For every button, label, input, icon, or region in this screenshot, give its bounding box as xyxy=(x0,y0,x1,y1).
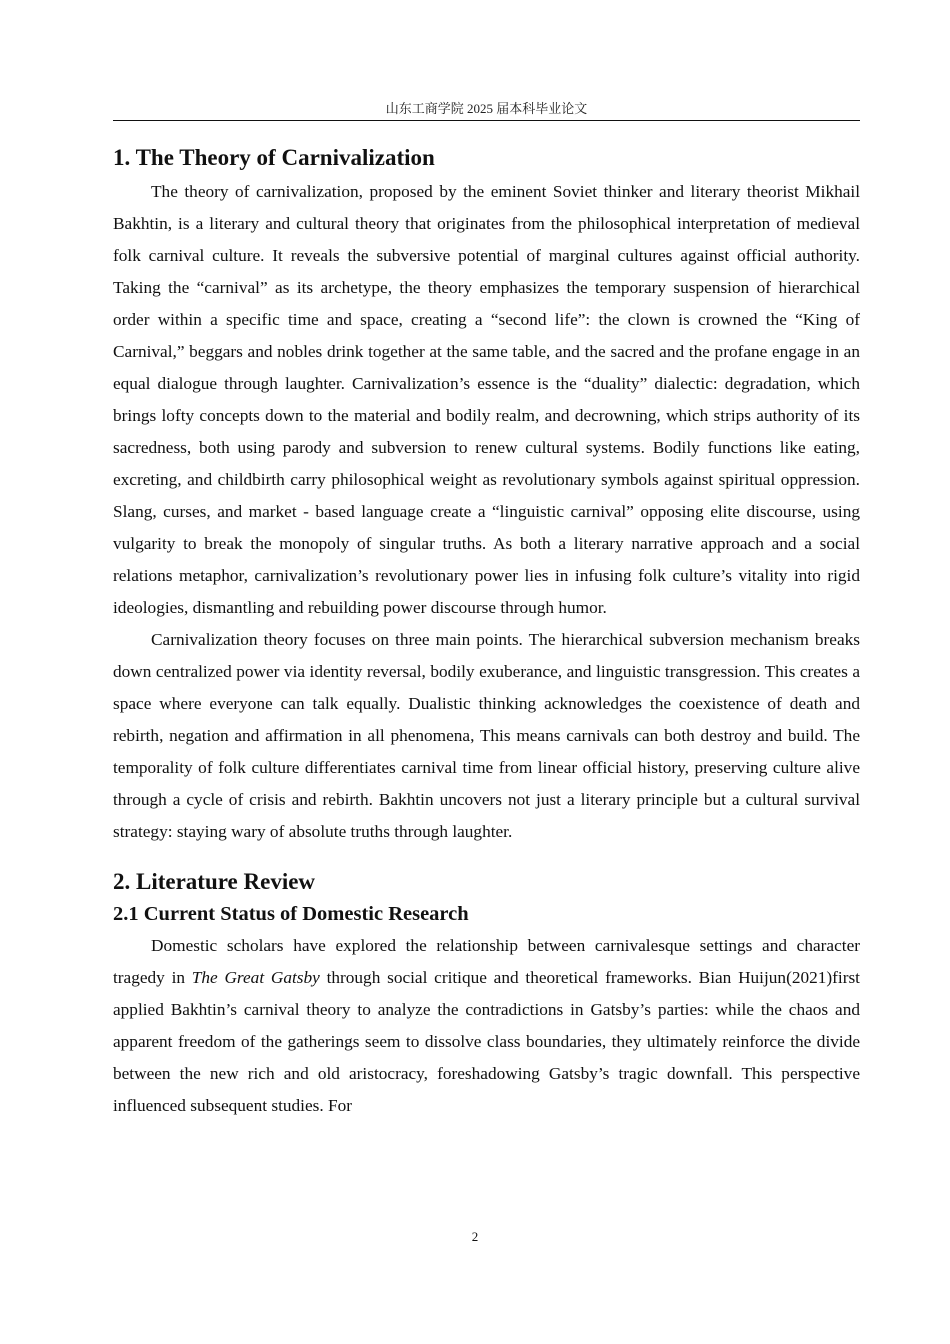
paragraph-domestic-research xyxy=(113,930,860,1122)
page-number: 2 xyxy=(471,1229,479,1244)
paragraph-text-end: through social critique and theoretical frameworks. Bian Huijun(2021)first applied Bakhtin’s carnival theory to analyze the contradictions in Gatsby’s parties: while the chaos and apparent freedom of the gatherings seem to dissolve class boundaries, they ultimately reinforce the divide between the new rich and old aristocracy, foreshadowing Gatsby’s tragic downfall. This perspective influenced subsequent studies. For xyxy=(113,968,860,1115)
section-spacer xyxy=(113,848,860,864)
paragraph-theory-2: Carnivalization theory focuses on three main points. The hierarchical subversion mechanism breaks down centralized power via identity reversal, bodily exuberance, and linguistic transgression. This creates a space where everyone can talk equally. Dualistic thinking acknowledges the coexistence of death and rebirth, negation and affirmation in all phenomena, This means carnivals can both destroy and build. The temporality of folk culture differentiates carnival time from linear official history, preserving culture alive through a cycle of crisis and rebirth. Bakhtin uncovers not just a literary principle but a cultural survival strategy: staying wary of absolute truths through laughter. xyxy=(113,630,860,841)
page-body xyxy=(113,140,860,1122)
section-heading-theory: 1. The Theory of Carnivalization xyxy=(113,145,435,170)
section-heading-literature-review: 2. Literature Review xyxy=(113,869,316,894)
paragraph-text-start: Domestic scholars have explored the relationship between carnivalesque settings and character tragedy in xyxy=(113,936,860,987)
paragraph-theory-1: The theory of carnivalization, proposed by the eminent Soviet thinker and literary theorist Mikhail Bakhtin, is a literary and cultural theory that originates from the philosophical interpretation of medieval folk carnival culture. It reveals the subversive potential of marginal cultures against official authority. Taking the “carnival” as its archetype, the theory emphasizes the temporary suspension of hierarchical order within a specific time and space, creating a “second life”: the clown is crowned the “King of Carnival,” beggars and nobles drink together at the same table, and the sacred and the profane engage in an equal dialogue through laughter. Carnivalization’s essence is the “duality” dialectic: degradation, which brings lofty concepts down to the material and bodily realm, and decrowning, which strips authority of its sacredness, both using parody and subversion to renew cultural systems. Bodily functions like eating, excreting, and childbirth carry philosophical weight as revolutionary symbols against spiritual oppression. Slang, curses, and market - based language create a “linguistic carnival” opposing elite discourse, using vulgarity to break the monopoly of singular truths. As both a literary narrative approach and a social relations metaphor, carnivalization’s revolutionary power lies in infusing folk culture’s vitality into rigid ideologies, dismantling and rebuilding power discourse through humor. xyxy=(113,182,860,617)
subsection-heading-domestic-research: 2.1 Current Status of Domestic Research xyxy=(113,903,469,925)
book-title: The Great Gatsby xyxy=(191,968,320,987)
running-header: 山东工商学院 2025 届本科毕业论文 xyxy=(385,101,588,116)
header-rule xyxy=(113,120,860,121)
